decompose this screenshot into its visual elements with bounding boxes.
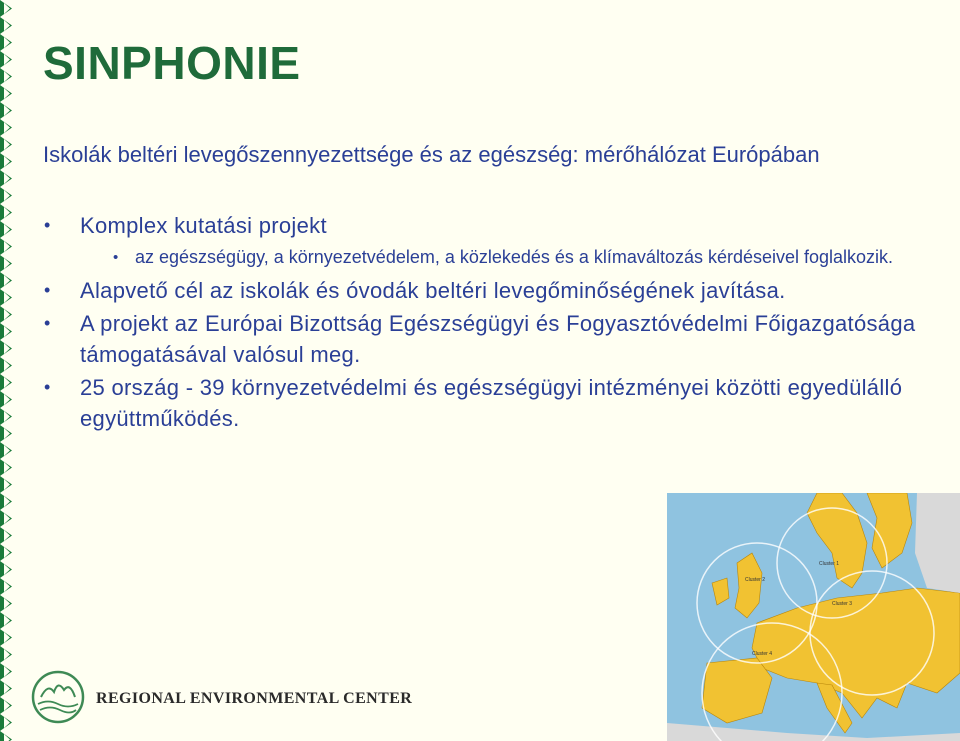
bullet-item: • 25 ország - 39 környezetvédelmi és egészségügyi intézményei közötti egyedülálló együttműködés. xyxy=(43,372,923,434)
map-cluster-label: Cluster 4 xyxy=(752,651,773,657)
bullet-item: • Alapvető cél az iskolák és óvodák beltéri levegőminőségének javítása. xyxy=(43,275,923,306)
bullet-item: • A projekt az Európai Bizottság Egészségügyi és Fogyasztóvédelmi Főigazgatósága támogatásával valósul meg. xyxy=(43,308,923,370)
bullet-list xyxy=(43,210,923,436)
map-cluster-label: Cluster 1 xyxy=(819,561,840,567)
slide-lead-text: Iskolák beltéri levegőszennyezettsége és az egészség: mérőhálózat Európában xyxy=(43,142,820,167)
slide-title: SINPHONIE xyxy=(43,37,301,89)
map-cluster-label: Cluster 2 xyxy=(745,577,766,583)
rec-logo-icon xyxy=(28,668,88,726)
europe-cluster-map xyxy=(667,493,960,741)
map-cluster-label: Cluster 3 xyxy=(832,601,853,607)
organization-name: REGIONAL ENVIRONMENTAL CENTER xyxy=(96,690,413,707)
sub-bullet-item: • az egészségügy, a környezetvédelem, a közlekedés és a klímaváltozás kérdéseivel foglalkozik. xyxy=(43,244,923,271)
decorative-border xyxy=(0,0,16,741)
bullet-item: • Komplex kutatási projekt xyxy=(43,210,923,241)
